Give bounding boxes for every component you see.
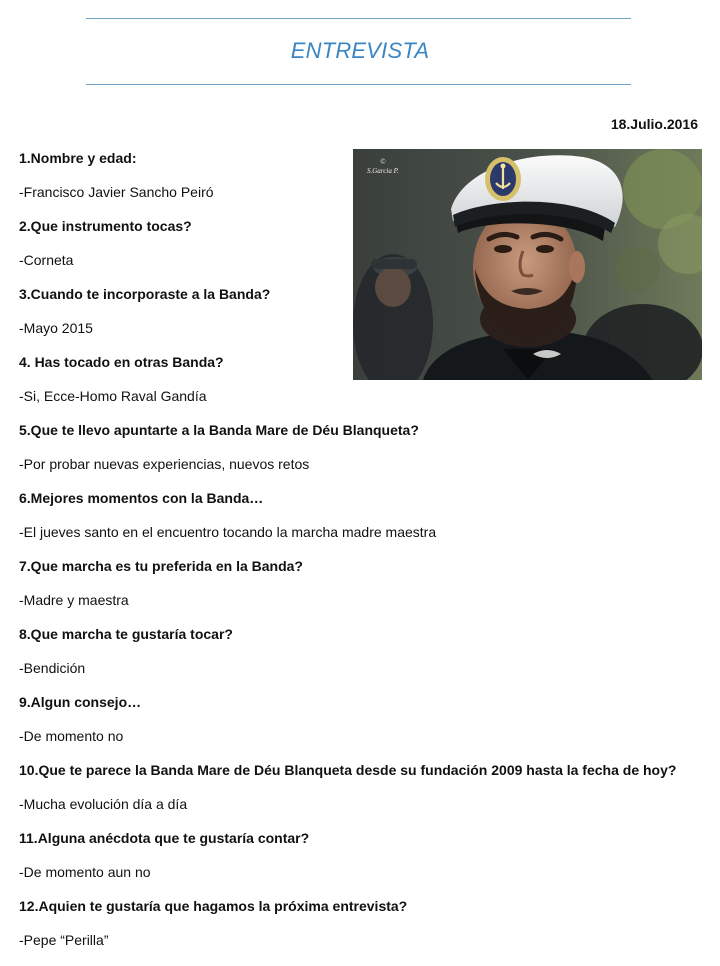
- qa-item-8: [19, 626, 709, 694]
- answer-11: -De momento aun no: [19, 864, 151, 880]
- interview-date: 18.Julio.2016: [610, 116, 698, 132]
- qa-item-7: [19, 558, 709, 626]
- question-9: 9.Algun consejo…: [19, 694, 142, 710]
- question-1: 1.Nombre y edad:: [19, 150, 137, 166]
- photo-credit: [367, 158, 399, 176]
- answer-7: -Madre y maestra: [19, 592, 129, 608]
- answer-12: -Pepe “Perilla”: [19, 932, 109, 948]
- qa-item-11: [19, 830, 709, 898]
- qa-item-9: [19, 694, 709, 762]
- question-12: 12.Aquien te gustaría que hagamos la próxima entrevista?: [19, 898, 408, 914]
- answer-10: -Mucha evolución día a día: [19, 796, 188, 812]
- page-title: ENTREVISTA: [290, 38, 430, 63]
- photo-credit-text: S.Garcia P.: [367, 167, 399, 175]
- question-10: 10.Que te parece la Banda Mare de Déu Blanqueta desde su fundación 2009 hasta la fecha de hoy?: [19, 762, 677, 778]
- qa-item-12: [19, 898, 709, 966]
- qa-item-6: [19, 490, 709, 558]
- portrait-illustration: [353, 149, 702, 380]
- header-bottom-rule: [86, 84, 631, 85]
- answer-3: -Mayo 2015: [19, 320, 93, 336]
- copyright-symbol: ©: [380, 158, 386, 166]
- answer-4: -Si, Ecce-Homo Raval Gandía: [19, 388, 207, 404]
- header-top-rule: [86, 18, 631, 19]
- answer-8: -Bendición: [19, 660, 86, 676]
- question-6: 6.Mejores momentos con la Banda…: [19, 490, 264, 506]
- qa-item-5: [19, 422, 709, 490]
- question-5: 5.Que te llevo apuntarte a la Banda Mare de Déu Blanqueta?: [19, 422, 419, 438]
- answer-1: -Francisco Javier Sancho Peiró: [19, 184, 214, 200]
- answer-5: -Por probar nuevas experiencias, nuevos retos: [19, 456, 310, 472]
- answer-6: -El jueves santo en el encuentro tocando la marcha madre maestra: [19, 524, 437, 540]
- question-4: 4. Has tocado en otras Banda?: [19, 354, 224, 370]
- question-3: 3.Cuando te incorporaste a la Banda?: [19, 286, 271, 302]
- question-8: 8.Que marcha te gustaría tocar?: [19, 626, 233, 642]
- qa-item-10: [19, 762, 709, 830]
- interviewee-photo: [353, 149, 702, 380]
- answer-9: -De momento no: [19, 728, 124, 744]
- answer-2: -Corneta: [19, 252, 74, 268]
- question-2: 2.Que instrumento tocas?: [19, 218, 192, 234]
- question-7: 7.Que marcha es tu preferida en la Banda?: [19, 558, 303, 574]
- question-11: 11.Alguna anécdota que te gustaría contar?: [19, 830, 310, 846]
